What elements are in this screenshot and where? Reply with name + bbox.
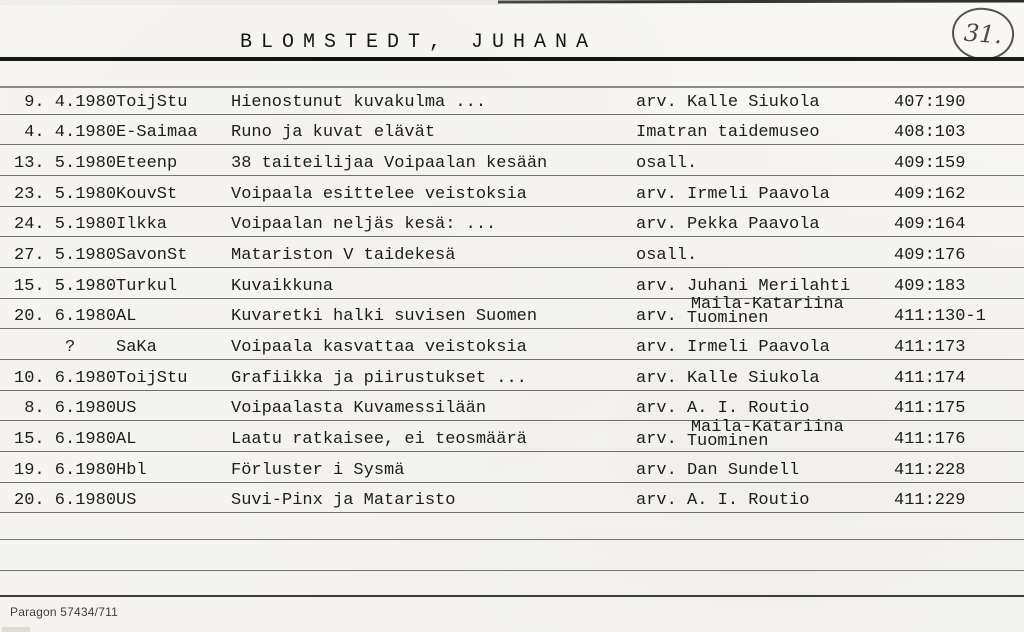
reference-cell: 409:183 — [894, 276, 966, 296]
credit-cell — [636, 246, 894, 267]
credit-cell — [636, 369, 894, 390]
date-cell: 13. 5.1980 — [14, 153, 117, 173]
credit-stack-bottom: Tuominen — [686, 309, 769, 329]
title-cell: Voipaala kasvattaa veistoksia — [231, 338, 527, 357]
date-cell: 19. 6.1980 — [14, 460, 117, 480]
date-cell: 20. 6.1980 — [14, 307, 117, 327]
date-cell: 27. 5.1980 — [14, 245, 117, 265]
credit-stack-top: Maila-Katariina — [690, 295, 844, 315]
publication-cell: AL — [116, 307, 137, 327]
page-number: 31. — [962, 18, 1004, 50]
publication-cell: Eteenp — [116, 153, 178, 173]
date-cell: 4. 4.1980 — [14, 123, 117, 143]
page-title: BLOMSTEDT, JUHANA — [240, 31, 598, 54]
credit-text: osall. — [636, 153, 698, 173]
credit-stack-top: Maila-Katariina — [690, 418, 844, 438]
entries-table — [0, 88, 1024, 597]
title-cell: Kuvaikkuna — [231, 276, 334, 296]
credit-cell — [636, 491, 894, 512]
scan-artifact-top-left — [0, 0, 500, 5]
title-cell: Matariston V taidekesä — [231, 245, 456, 265]
reference-cell: 411:229 — [894, 491, 966, 511]
date-cell: 15. 5.1980 — [14, 276, 117, 296]
scan-artifact-top-edge — [498, 0, 1024, 3]
reference-cell: 409:164 — [894, 215, 966, 235]
table-row — [0, 115, 1024, 146]
credit-text: osall. — [636, 245, 698, 265]
credit-cell — [636, 93, 894, 114]
date-cell: 24. 5.1980 — [14, 215, 117, 235]
publication-cell: ToijStu — [116, 92, 188, 112]
table-row — [0, 360, 1024, 391]
title-cell: Laatu ratkaisee, ei teosmäärä — [231, 430, 527, 450]
credit-text: arv. Kalle Siukola — [636, 368, 820, 388]
credit-text: arv. — [636, 430, 677, 450]
publication-cell: Hbl — [116, 460, 147, 480]
credit-stacked-name — [686, 418, 844, 452]
reference-cell: 407:190 — [894, 92, 966, 112]
table-row — [0, 268, 1024, 299]
title-cell: Förluster i Sysmä — [231, 460, 405, 480]
publication-cell: SavonSt — [116, 245, 188, 265]
reference-cell: 411:176 — [894, 430, 966, 450]
reference-cell: 408:103 — [894, 123, 966, 143]
table-row — [0, 483, 1024, 514]
reference-cell: 409:159 — [894, 153, 966, 173]
publication-cell: US — [116, 399, 137, 419]
credit-cell — [636, 295, 894, 329]
credit-text: arv. Pekka Paavola — [636, 215, 820, 235]
credit-stacked-name — [686, 295, 844, 329]
date-cell: 20. 6.1980 — [14, 491, 117, 511]
title-cell: 38 taiteilijaa Voipaalan kesään — [231, 153, 548, 173]
publication-cell: AL — [116, 430, 137, 450]
credit-cell — [636, 461, 894, 482]
credit-cell — [636, 154, 894, 175]
credit-text: arv. Juhani Merilahti — [636, 276, 851, 296]
credit-text: arv. A. I. Routio — [636, 399, 810, 419]
reference-cell: 411:228 — [894, 460, 966, 480]
credit-cell — [636, 215, 894, 236]
credit-stack-bottom: Tuominen — [686, 432, 769, 452]
date-cell: 15. 6.1980 — [14, 430, 117, 450]
date-cell: ? — [14, 338, 76, 357]
empty-ruled-line — [0, 540, 1024, 571]
credit-text: arv. Dan Sundell — [636, 460, 800, 480]
reference-cell: 411:174 — [894, 368, 966, 388]
publication-cell: US — [116, 491, 137, 511]
table-row — [0, 88, 1024, 115]
reference-cell: 411:173 — [894, 338, 966, 357]
date-cell: 10. 6.1980 — [14, 368, 117, 388]
title-cell: Voipaala esittelee veistoksia — [231, 184, 527, 204]
table-row — [0, 237, 1024, 268]
title-cell: Voipaalan neljäs kesä: ... — [231, 215, 497, 235]
publication-cell: E-Saimaa — [116, 123, 198, 143]
table-row — [0, 418, 1024, 452]
handwritten-page-number-circle — [949, 4, 1018, 64]
publication-cell: Ilkka — [116, 215, 168, 235]
scan-artifact-bottom-left — [2, 627, 30, 632]
table-row — [0, 391, 1024, 422]
empty-ruled-line — [0, 571, 1024, 597]
title-cell: Suvi-Pinx ja Mataristo — [231, 491, 456, 511]
card-imprint: Paragon 57434/711 — [10, 605, 118, 619]
title-cell: Kuvaretki halki suvisen Suomen — [231, 307, 538, 327]
header-rule-heavy — [0, 57, 1024, 61]
credit-text: arv. A. I. Routio — [636, 491, 810, 511]
publication-cell: Turkul — [116, 276, 178, 296]
date-cell: 9. 4.1980 — [14, 92, 117, 112]
publication-cell: SaKa — [116, 338, 157, 357]
publication-cell: KouvSt — [116, 184, 178, 204]
reference-cell: 409:162 — [894, 184, 966, 204]
table-row — [0, 145, 1024, 176]
credit-text: arv. Kalle Siukola — [636, 92, 820, 112]
title-cell: Hienostunut kuvakulma ... — [231, 92, 487, 112]
title-cell: Grafiikka ja piirustukset ... — [231, 368, 527, 388]
reference-cell: 409:176 — [894, 245, 966, 265]
credit-cell — [636, 185, 894, 206]
date-cell: 8. 6.1980 — [14, 399, 117, 419]
credit-cell — [636, 123, 894, 144]
reference-cell: 411:130-1 — [894, 307, 986, 327]
table-row — [0, 207, 1024, 238]
credit-text: Imatran taidemuseo — [636, 123, 820, 143]
credit-cell — [636, 338, 894, 359]
title-cell: Runo ja kuvat elävät — [231, 123, 436, 143]
table-row — [0, 329, 1024, 360]
table-row — [0, 176, 1024, 207]
publication-cell: ToijStu — [116, 368, 188, 388]
credit-cell — [636, 418, 894, 452]
title-cell: Voipaalasta Kuvamessilään — [231, 399, 487, 419]
date-cell: 23. 5.1980 — [14, 184, 117, 204]
credit-text: arv. — [636, 307, 677, 327]
table-row — [0, 295, 1024, 330]
table-row — [0, 452, 1024, 483]
reference-cell: 411:175 — [894, 399, 966, 419]
credit-text: arv. Irmeli Paavola — [636, 184, 830, 204]
credit-text: arv. Irmeli Paavola — [636, 338, 830, 357]
empty-ruled-line — [0, 513, 1024, 540]
